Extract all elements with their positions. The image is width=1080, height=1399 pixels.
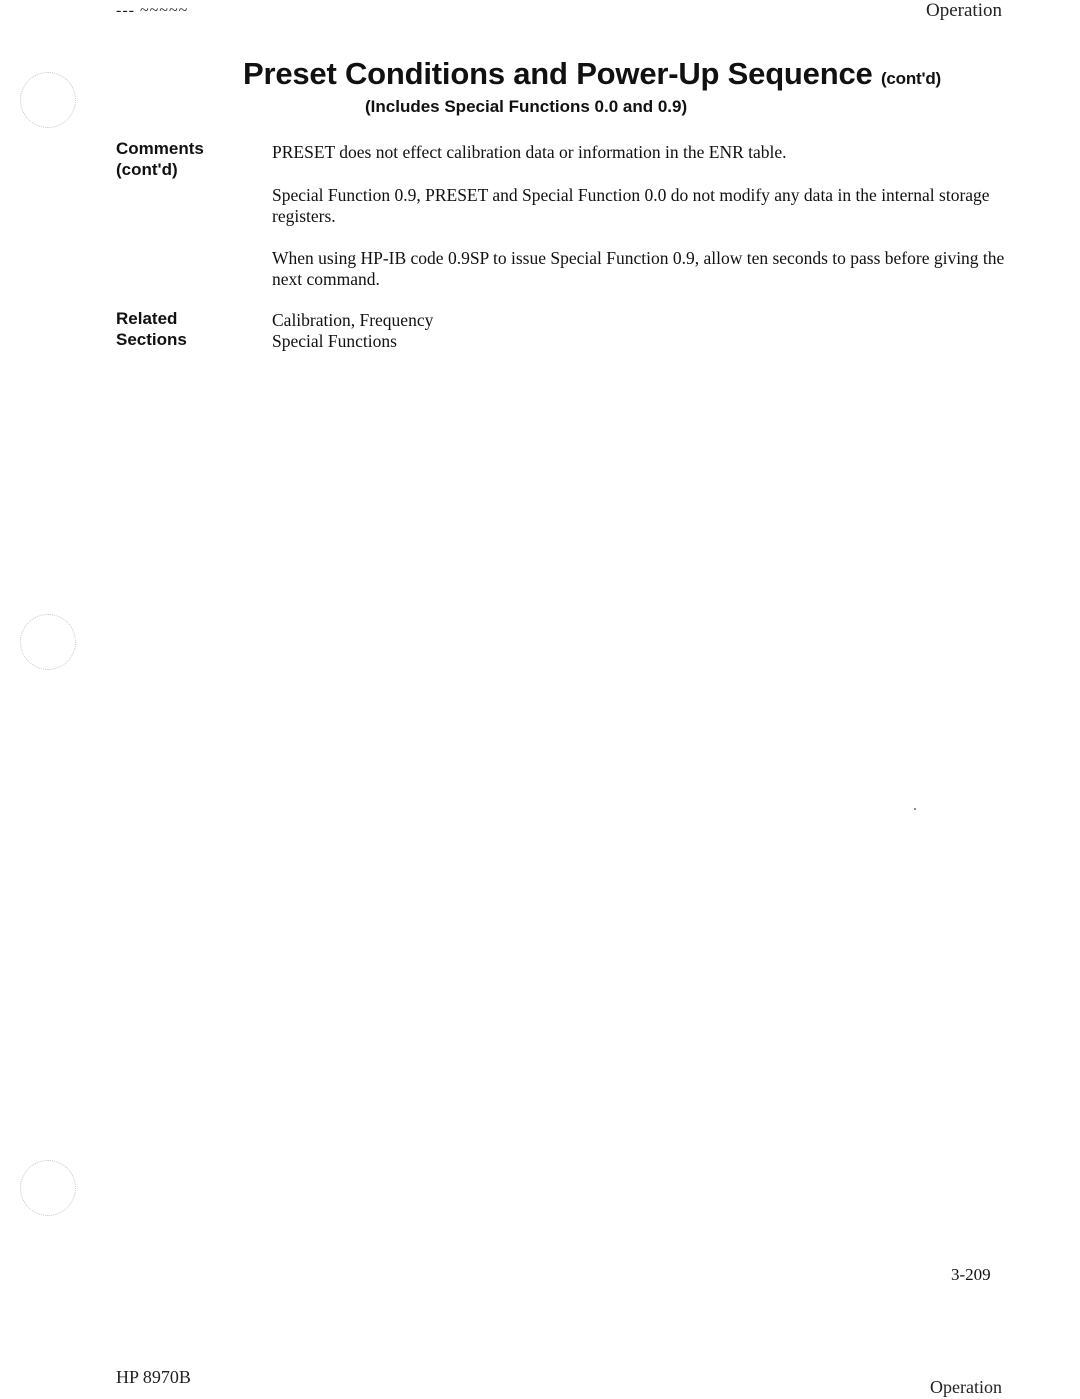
related-item-2: Special Functions	[272, 331, 397, 351]
page-title	[243, 56, 941, 92]
punch-hole-bottom	[20, 1160, 76, 1216]
related-label-line1: Related	[116, 309, 178, 328]
comments-body	[272, 142, 1012, 163]
running-footer-left: HP 8970B	[116, 1367, 191, 1387]
related-sections-label	[116, 308, 187, 350]
related-item-1: Calibration, Frequency	[272, 310, 434, 330]
punch-hole-top	[20, 72, 76, 128]
page-subtitle: (Includes Special Functions 0.0 and 0.9)	[365, 97, 688, 116]
comments-paragraph-1: PRESET does not effect calibration data or information in the ENR table.	[272, 142, 787, 162]
comments-label-line2: (cont'd)	[116, 160, 178, 179]
running-footer-right: Operation	[930, 1377, 1002, 1397]
punch-hole-middle	[20, 614, 76, 670]
scan-speck	[914, 808, 916, 810]
related-label-line2: Sections	[116, 330, 187, 349]
comments-paragraph-2: Special Function 0.9, PRESET and Special Function 0.0 do not modify any data in the internal storage registers.	[272, 185, 990, 226]
comments-label	[116, 138, 204, 180]
page-number: 3-209	[951, 1265, 991, 1284]
page-title-main: Preset Conditions and Power-Up Sequence	[243, 56, 873, 91]
running-header-right: Operation	[926, 0, 1002, 21]
running-header-left: --- ~~~~~	[116, 2, 189, 19]
comments-label-line1: Comments	[116, 139, 204, 158]
page-title-cont: (cont'd)	[880, 69, 942, 88]
comments-body-3	[272, 248, 1012, 290]
related-sections-list	[272, 310, 1012, 352]
comments-paragraph-3: When using HP-IB code 0.9SP to issue Special Function 0.9, allow ten seconds to pass before giving the next command.	[272, 248, 1005, 289]
comments-body-2	[272, 185, 1007, 227]
